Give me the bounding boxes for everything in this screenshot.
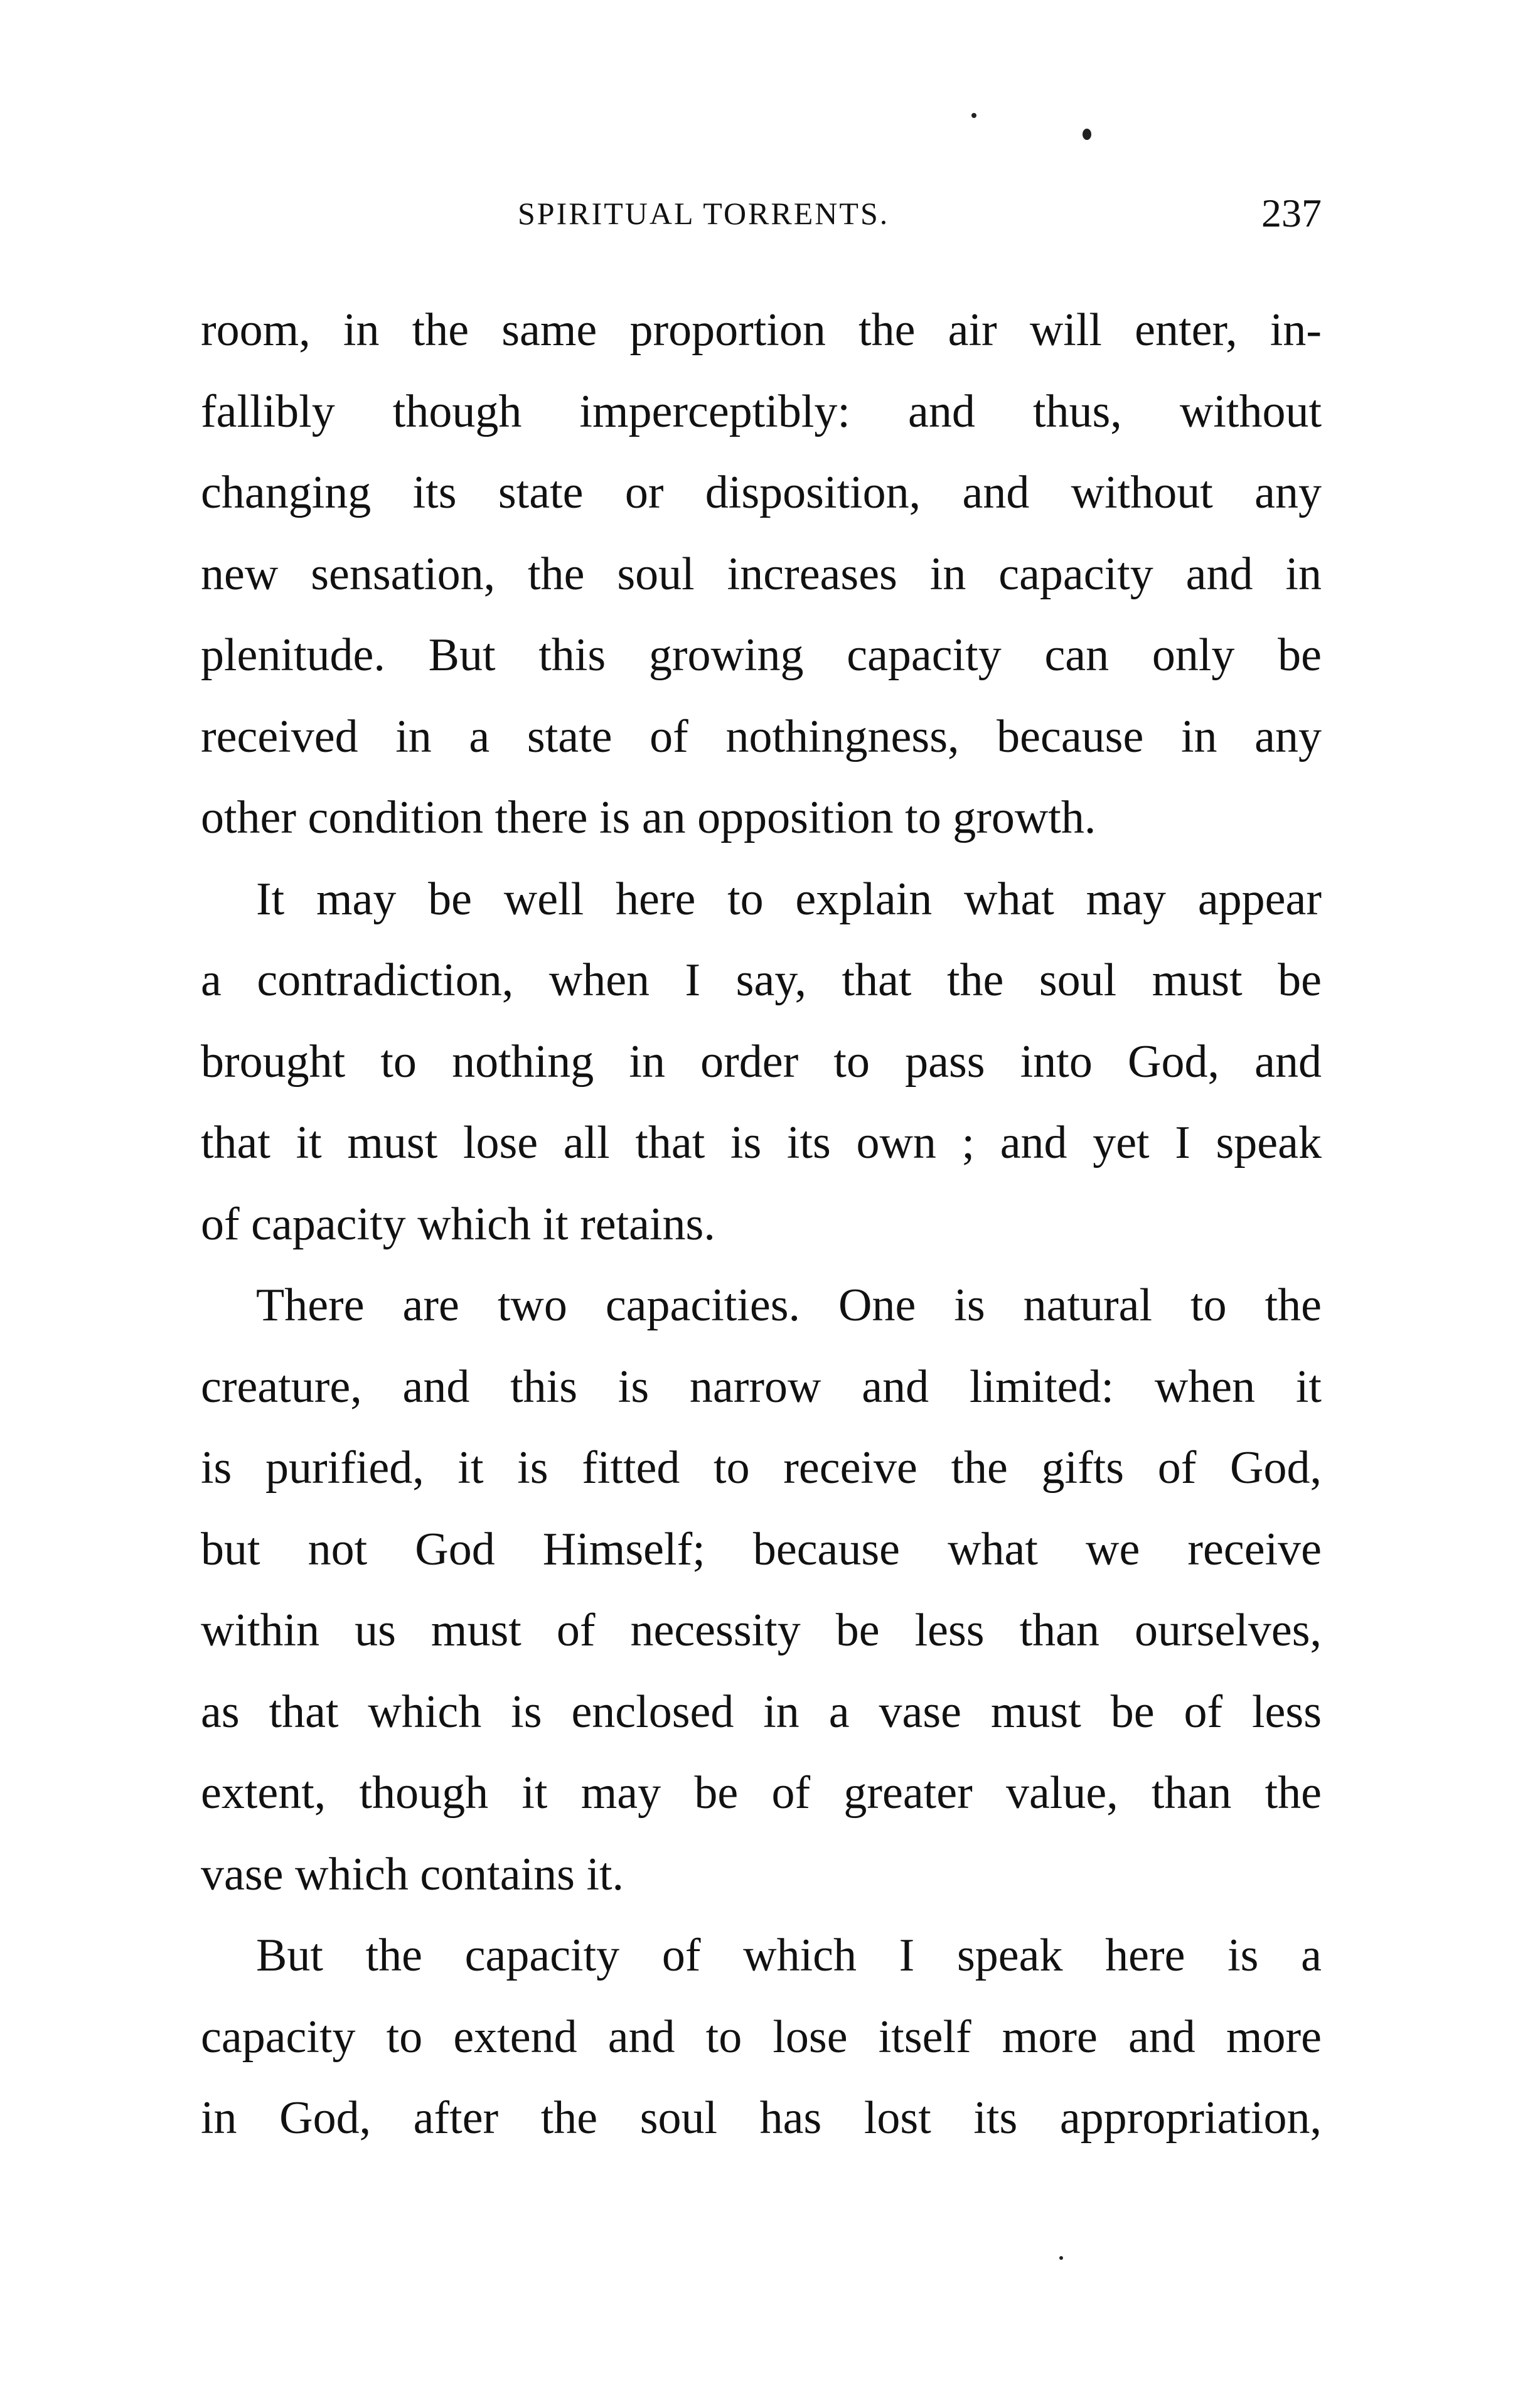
scan-speck: [1083, 129, 1091, 140]
text-line: brought to nothing in order to pass into God, and: [201, 1035, 1322, 1088]
running-head: SPIRITUAL TORRENTS.: [518, 196, 890, 231]
text-line: capacity to extend and to lose itself more and more: [201, 2011, 1322, 2063]
text-line: vase which contains it.: [201, 1848, 624, 1900]
text-line: There are two capacities. One is natural to the: [256, 1280, 1322, 1331]
text-line: fallibly though imperceptibly: and thus, without: [201, 385, 1322, 437]
page-header: [201, 188, 1322, 238]
text-line: changing its state or disposition, and without any: [201, 467, 1322, 518]
text-line: new sensation, the soul increases in capacity and in: [201, 548, 1322, 600]
text-line: creature, and this is narrow and limited: when it: [201, 1361, 1322, 1413]
body-text: [201, 290, 1322, 2159]
text-line: that it must lose all that is its own ; and yet I speak: [201, 1117, 1322, 1169]
scan-speck: [971, 113, 976, 118]
text-line: as that which is enclosed in a vase must be of less: [201, 1686, 1322, 1738]
text-line: a contradiction, when I say, that the soul must be: [201, 955, 1322, 1006]
text-line: But the capacity of which I speak here is a: [256, 1930, 1322, 1981]
text-line: of capacity which it retains.: [201, 1198, 715, 1250]
text-line: other condition there is an opposition to growth.: [201, 792, 1096, 843]
paragraph-3: [201, 1265, 1322, 1915]
text-line: in God, after the soul has lost its appropriation,: [201, 2092, 1322, 2144]
text-line: but not God Himself; because what we receive: [201, 1523, 1322, 1575]
text-line: within us must of necessity be less than ourselves,: [201, 1605, 1322, 1656]
text-line: extent, though it may be of greater value, than the: [201, 1767, 1322, 1819]
text-line: received in a state of nothingness, because in any: [201, 710, 1322, 762]
paragraph-2: [201, 859, 1322, 1266]
scan-speck: [1059, 2256, 1063, 2260]
text-line: is purified, it is fitted to receive the gifts of God,: [201, 1442, 1322, 1494]
text-line: plenitude. But this growing capacity can only be: [201, 629, 1322, 681]
paragraph-4: [201, 1915, 1322, 2159]
paragraph-1: [201, 290, 1322, 859]
text-line: It may be well here to explain what may appear: [256, 873, 1322, 925]
page-number: 237: [1261, 191, 1322, 235]
text-line: room, in the same proportion the air will enter, in-: [201, 304, 1322, 356]
